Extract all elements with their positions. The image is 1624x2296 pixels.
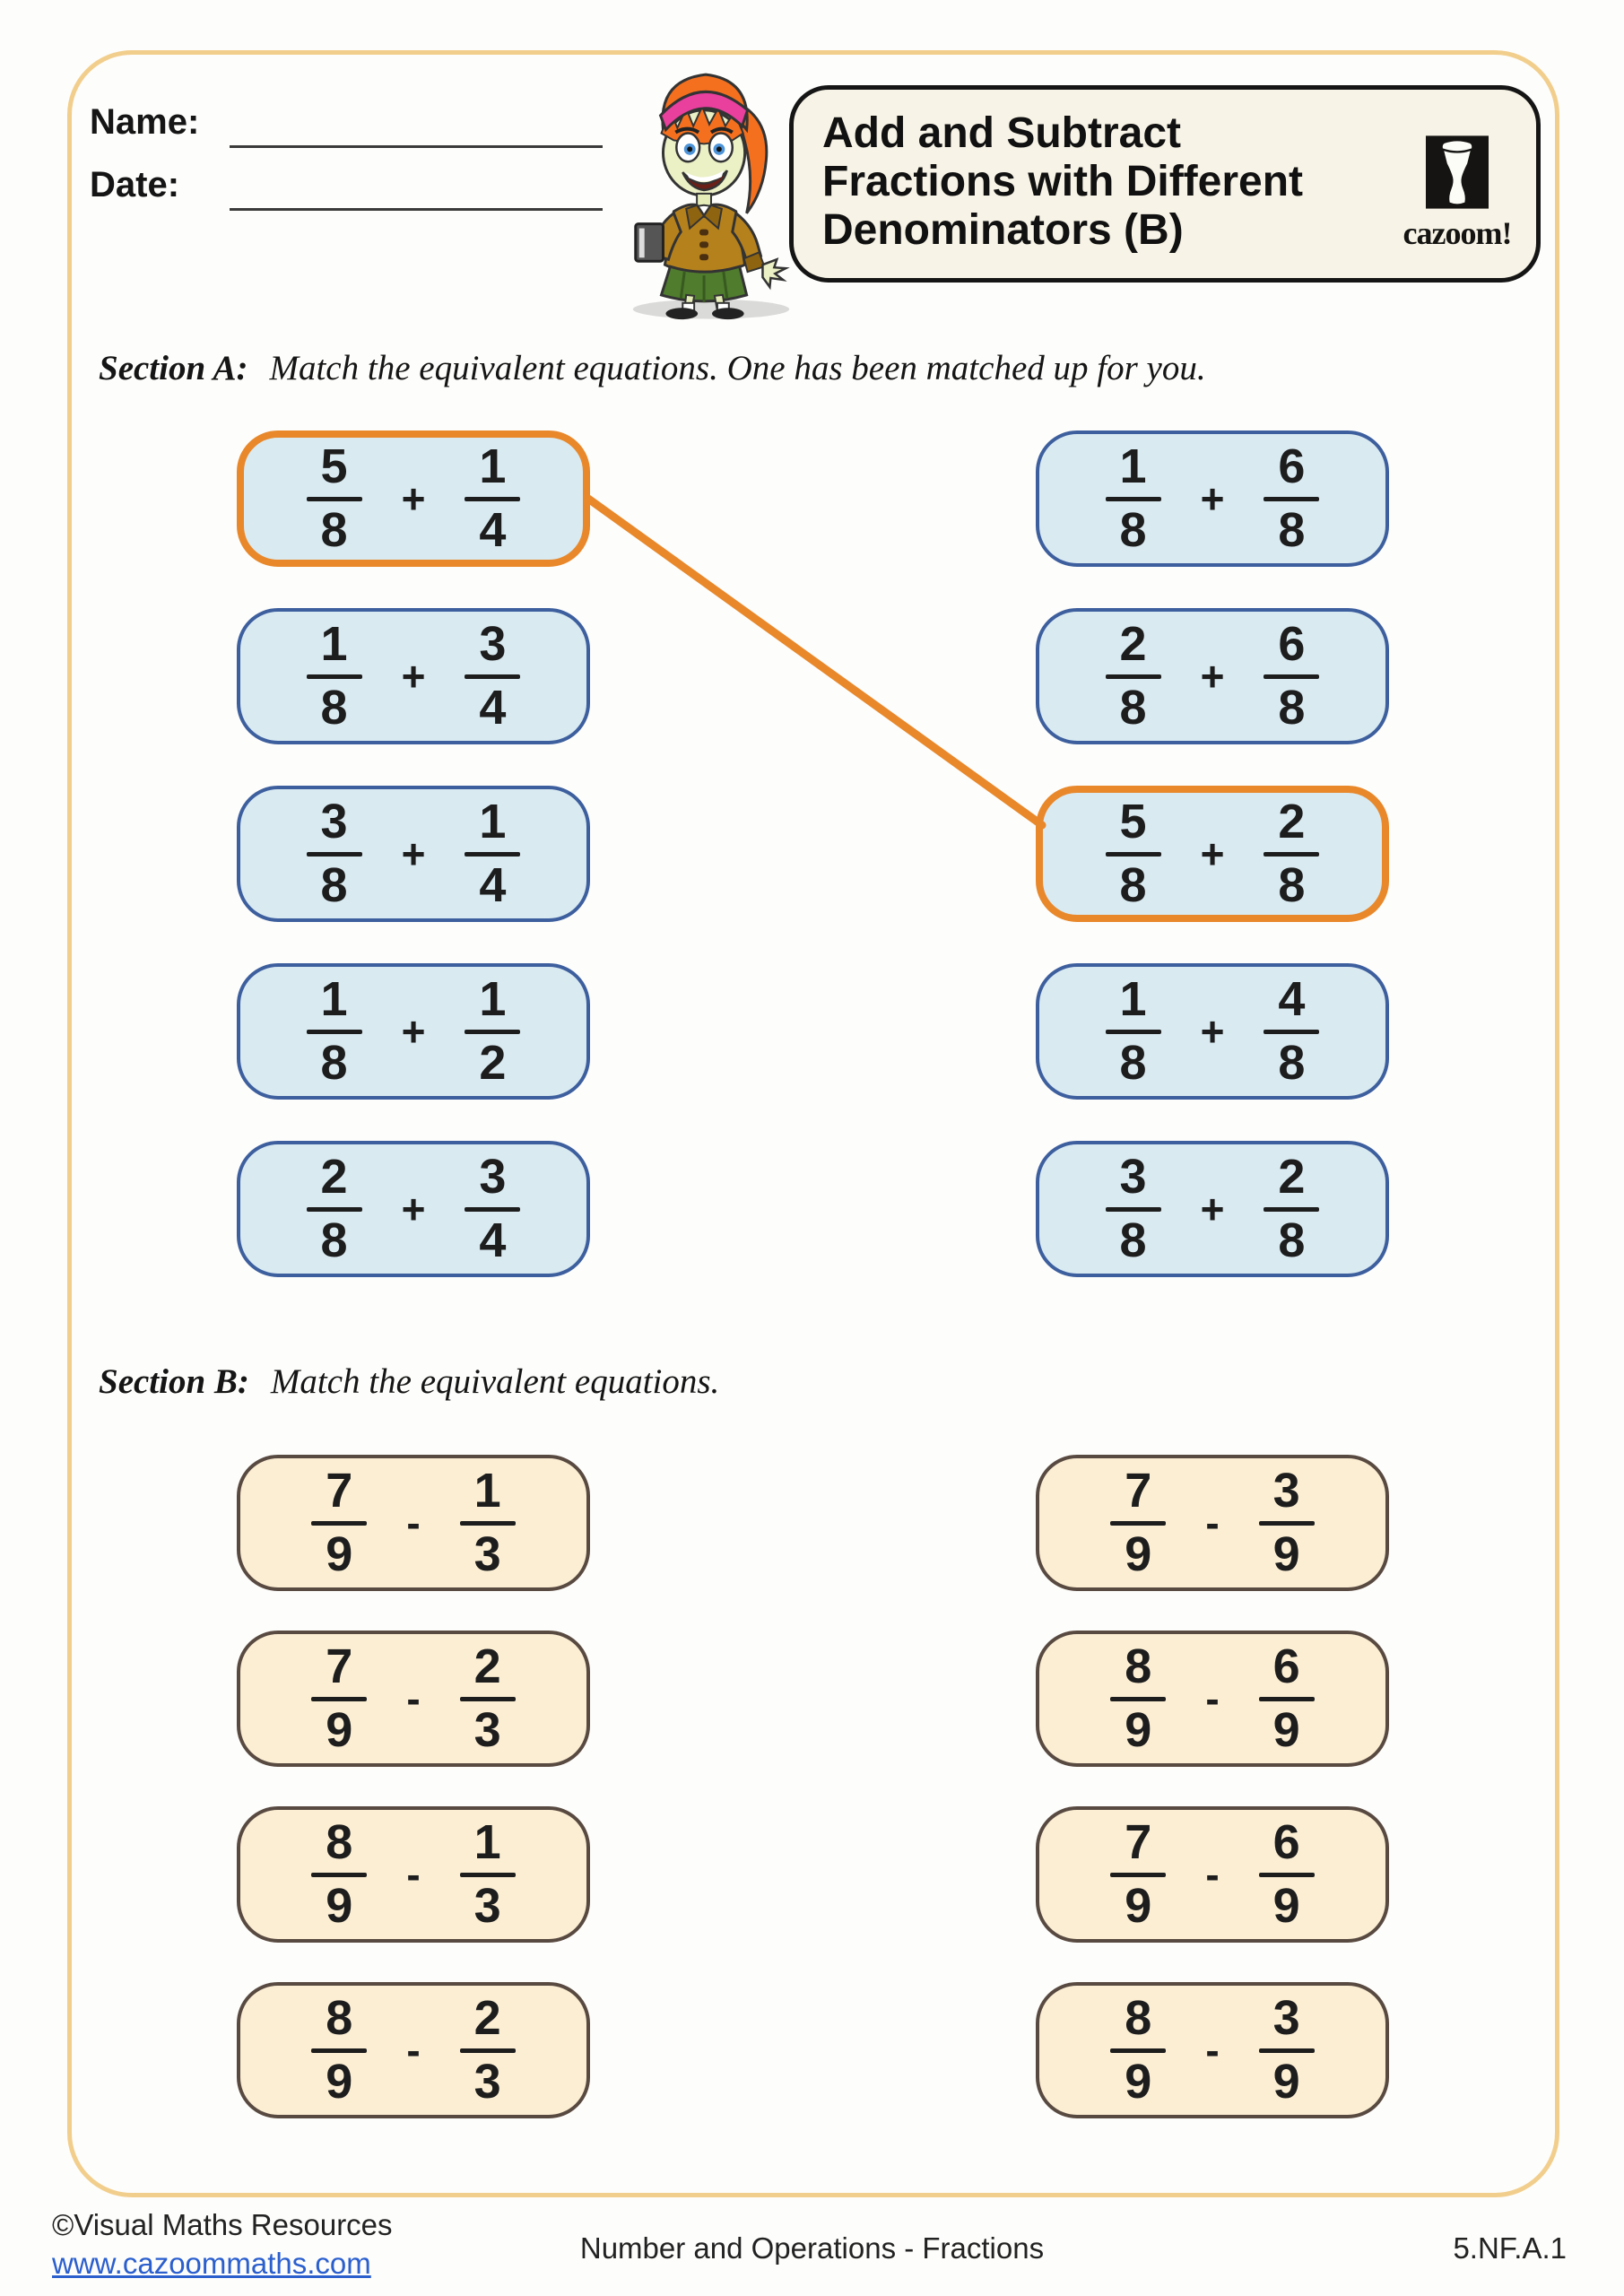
- numerator: 7: [1125, 1815, 1152, 1870]
- numerator: 8: [326, 1815, 353, 1870]
- fraction: [311, 1815, 367, 1933]
- operator: +: [1200, 831, 1225, 877]
- numerator: 3: [479, 1150, 507, 1205]
- standard-code: 5.NF.A.1: [1453, 2231, 1567, 2265]
- denominator: 4: [479, 502, 507, 557]
- numerator: 8: [1125, 1639, 1152, 1694]
- denominator: 4: [479, 857, 507, 912]
- footer-topic: Number and Operations - Fractions: [579, 2231, 1045, 2265]
- fraction: [1106, 972, 1161, 1090]
- denominator: 9: [1272, 2054, 1300, 2109]
- card-a-left-3[interactable]: [237, 786, 590, 922]
- operator: +: [1200, 1008, 1225, 1055]
- operator: -: [406, 1675, 421, 1722]
- fraction: [465, 795, 520, 912]
- denominator: 4: [479, 1213, 507, 1267]
- denominator: 9: [1272, 1526, 1300, 1581]
- fraction: [1259, 1991, 1315, 2109]
- student-cartoon: [612, 52, 807, 321]
- fraction: [1110, 1815, 1166, 1933]
- numerator: 7: [1125, 1464, 1152, 1518]
- card-a-right-3[interactable]: [1036, 786, 1389, 922]
- numerator: 1: [1119, 439, 1147, 494]
- fraction-bar: [1106, 497, 1161, 501]
- fraction: [460, 1991, 516, 2109]
- section-b-instructions: Match the equivalent equations.: [270, 1362, 720, 1401]
- fraction-bar: [1264, 852, 1319, 857]
- section-a-label: Section A:: [99, 349, 248, 387]
- fraction-bar: [1259, 1521, 1315, 1526]
- fraction: [1259, 1639, 1315, 1757]
- fraction-bar: [311, 2048, 367, 2053]
- section-b-label: Section B:: [99, 1362, 249, 1401]
- denominator: 9: [1272, 1878, 1300, 1933]
- denominator: 8: [1278, 1035, 1306, 1090]
- numerator: 8: [326, 1991, 353, 2046]
- fraction: [460, 1464, 516, 1581]
- title-line-3: Denominators (B): [822, 205, 1184, 254]
- numerator: 2: [1119, 617, 1147, 672]
- denominator: 9: [1125, 1526, 1152, 1581]
- fraction: [460, 1639, 516, 1757]
- title-line-1: Add and Subtract: [822, 109, 1182, 157]
- numerator: 7: [326, 1639, 353, 1694]
- numerator: 1: [320, 617, 348, 672]
- fraction: [1264, 795, 1319, 912]
- fraction: [1106, 617, 1161, 735]
- numerator: 2: [1278, 795, 1306, 849]
- denominator: 8: [1119, 1213, 1147, 1267]
- fraction: [1110, 1464, 1166, 1581]
- numerator: 2: [473, 1991, 501, 2046]
- card-b-left-1[interactable]: [237, 1455, 590, 1591]
- fraction-bar: [465, 1030, 520, 1034]
- fraction: [307, 972, 362, 1090]
- fraction-bar: [1110, 1697, 1166, 1701]
- card-b-right-4[interactable]: [1036, 1982, 1389, 2118]
- fraction-bar: [311, 1873, 367, 1877]
- fraction: [311, 1991, 367, 2109]
- card-a-right-1[interactable]: [1036, 430, 1389, 567]
- numerator: 1: [1119, 972, 1147, 1027]
- fraction-bar: [1259, 1873, 1315, 1877]
- fraction-bar: [311, 1697, 367, 1701]
- fraction-bar: [465, 1207, 520, 1212]
- fraction-bar: [1106, 1207, 1161, 1212]
- operator: -: [1205, 1500, 1220, 1546]
- numerator: 1: [479, 972, 507, 1027]
- date-label: Date:: [90, 165, 180, 204]
- denominator: 9: [1125, 1702, 1152, 1757]
- fraction-bar: [1259, 1697, 1315, 1701]
- numerator: 3: [1119, 1150, 1147, 1205]
- fraction-bar: [1110, 2048, 1166, 2053]
- fraction: [1106, 795, 1161, 912]
- section-a-heading: [99, 348, 1206, 388]
- operator: -: [1205, 1675, 1220, 1722]
- fraction-bar: [1110, 1521, 1166, 1526]
- numerator: 6: [1278, 617, 1306, 672]
- card-a-right-4[interactable]: [1036, 963, 1389, 1100]
- fraction-bar: [460, 1873, 516, 1877]
- fraction-bar: [1106, 852, 1161, 857]
- denominator: 8: [320, 1035, 348, 1090]
- fraction-bar: [1264, 497, 1319, 501]
- card-a-left-5[interactable]: [237, 1141, 590, 1277]
- fraction: [1110, 1991, 1166, 2109]
- card-b-right-1[interactable]: [1036, 1455, 1389, 1591]
- operator: +: [401, 1186, 426, 1232]
- numerator: 2: [320, 1150, 348, 1205]
- fraction-bar: [307, 1030, 362, 1034]
- numerator: 1: [473, 1815, 501, 1870]
- fraction-bar: [1259, 2048, 1315, 2053]
- fraction: [307, 617, 362, 735]
- fraction-bar: [1106, 1030, 1161, 1034]
- fraction: [465, 972, 520, 1090]
- denominator: 8: [1119, 502, 1147, 557]
- worksheet-title-box: [789, 85, 1541, 283]
- fraction-bar: [1264, 674, 1319, 679]
- numerator: 7: [326, 1464, 353, 1518]
- fraction: [307, 795, 362, 912]
- denominator: 9: [1125, 1878, 1152, 1933]
- fraction: [1259, 1464, 1315, 1581]
- cazoom-logo-text: cazoom!: [1403, 215, 1512, 251]
- card-a-left-2[interactable]: [237, 608, 590, 744]
- card-a-right-5[interactable]: [1036, 1141, 1389, 1277]
- fraction: [465, 1152, 520, 1265]
- numerator: 2: [473, 1639, 501, 1694]
- card-b-left-3[interactable]: [237, 1806, 590, 1943]
- fraction-bar: [307, 674, 362, 679]
- numerator: 6: [1272, 1639, 1300, 1694]
- title-line-2: Fractions with Different: [822, 157, 1304, 205]
- fraction: [1264, 1152, 1319, 1265]
- denominator: 8: [1278, 1213, 1306, 1267]
- numerator: 2: [1278, 1150, 1306, 1205]
- denominator: 2: [479, 1035, 507, 1090]
- fraction: [1264, 439, 1319, 557]
- worksheet-title: [822, 109, 1303, 254]
- numerator: 3: [479, 617, 507, 672]
- fraction: [1264, 617, 1319, 735]
- section-b-heading: [99, 1361, 719, 1402]
- operator: +: [401, 1008, 426, 1055]
- cazoom-logo: [1398, 135, 1516, 252]
- denominator: 3: [473, 1526, 501, 1581]
- fraction: [465, 617, 520, 735]
- copyright-text: ©Visual Maths Resources: [52, 2208, 393, 2241]
- fraction: [465, 439, 520, 557]
- numerator: 1: [473, 1464, 501, 1518]
- date-input-line[interactable]: [230, 208, 603, 211]
- fraction-bar: [465, 674, 520, 679]
- fraction: [1110, 1639, 1166, 1757]
- fraction: [307, 1152, 362, 1265]
- numerator: 6: [1272, 1815, 1300, 1870]
- fraction-bar: [460, 1521, 516, 1526]
- card-a-left-4[interactable]: [237, 963, 590, 1100]
- denominator: 8: [320, 857, 348, 912]
- section-a-instructions: Match the equivalent equations. One has been matched up for you.: [269, 349, 1206, 387]
- name-input-line[interactable]: [230, 145, 603, 148]
- denominator: 3: [473, 1702, 501, 1757]
- denominator: 3: [473, 1878, 501, 1933]
- fraction-bar: [465, 497, 520, 501]
- operator: -: [1205, 1851, 1220, 1898]
- fraction-bar: [1110, 1873, 1166, 1877]
- denominator: 8: [1119, 680, 1147, 735]
- fraction-bar: [1106, 674, 1161, 679]
- operator: +: [401, 653, 426, 700]
- fraction: [307, 439, 362, 557]
- operator: +: [1200, 1186, 1225, 1232]
- numerator: 3: [320, 795, 348, 849]
- operator: -: [406, 1851, 421, 1898]
- fraction: [1264, 972, 1319, 1090]
- card-b-left-2[interactable]: [237, 1631, 590, 1767]
- card-b-right-2[interactable]: [1036, 1631, 1389, 1767]
- denominator: 8: [320, 680, 348, 735]
- fraction-bar: [1264, 1207, 1319, 1212]
- fraction-bar: [1264, 1030, 1319, 1034]
- card-a-right-2[interactable]: [1036, 608, 1389, 744]
- denominator: 9: [1272, 1702, 1300, 1757]
- website-link[interactable]: www.cazoommaths.com: [52, 2247, 371, 2280]
- denominator: 8: [1278, 680, 1306, 735]
- denominator: 9: [1125, 2054, 1152, 2109]
- denominator: 8: [1119, 857, 1147, 912]
- card-b-left-4[interactable]: [237, 1982, 590, 2118]
- denominator: 9: [326, 1702, 353, 1757]
- numerator: 1: [479, 439, 507, 494]
- denominator: 3: [473, 2054, 501, 2109]
- fraction-bar: [307, 497, 362, 501]
- numerator: 6: [1278, 439, 1306, 494]
- denominator: 8: [1278, 857, 1306, 912]
- numerator: 8: [1125, 1991, 1152, 2046]
- fraction-bar: [465, 852, 520, 857]
- denominator: 8: [320, 502, 348, 557]
- fraction: [311, 1639, 367, 1757]
- numerator: 1: [479, 795, 507, 849]
- fraction-bar: [307, 852, 362, 857]
- denominator: 9: [326, 1878, 353, 1933]
- operator: +: [1200, 653, 1225, 700]
- denominator: 4: [479, 680, 507, 735]
- name-label: Name:: [90, 102, 200, 142]
- fraction: [1106, 439, 1161, 557]
- fraction-bar: [307, 1207, 362, 1212]
- numerator: 4: [1278, 972, 1306, 1027]
- operator: +: [1200, 475, 1225, 522]
- fraction: [311, 1464, 367, 1581]
- numerator: 3: [1272, 1464, 1300, 1518]
- operator: -: [406, 1500, 421, 1546]
- denominator: 8: [1119, 1035, 1147, 1090]
- card-b-right-3[interactable]: [1036, 1806, 1389, 1943]
- denominator: 9: [326, 1526, 353, 1581]
- fraction: [1106, 1152, 1161, 1265]
- fraction-bar: [460, 1697, 516, 1701]
- operator: -: [1205, 2027, 1220, 2074]
- fraction-bar: [311, 1521, 367, 1526]
- numerator: 3: [1272, 1991, 1300, 2046]
- numerator: 1: [320, 972, 348, 1027]
- denominator: 9: [326, 2054, 353, 2109]
- operator: -: [406, 2027, 421, 2074]
- denominator: 8: [1278, 502, 1306, 557]
- operator: +: [401, 831, 426, 877]
- fraction: [1259, 1815, 1315, 1933]
- cazoom-drum-icon: [1426, 135, 1489, 210]
- numerator: 5: [1119, 795, 1147, 849]
- denominator: 8: [320, 1213, 348, 1267]
- operator: +: [401, 475, 426, 522]
- fraction: [460, 1815, 516, 1933]
- card-a-left-1[interactable]: [237, 430, 590, 567]
- numerator: 5: [320, 439, 348, 494]
- fraction-bar: [460, 2048, 516, 2053]
